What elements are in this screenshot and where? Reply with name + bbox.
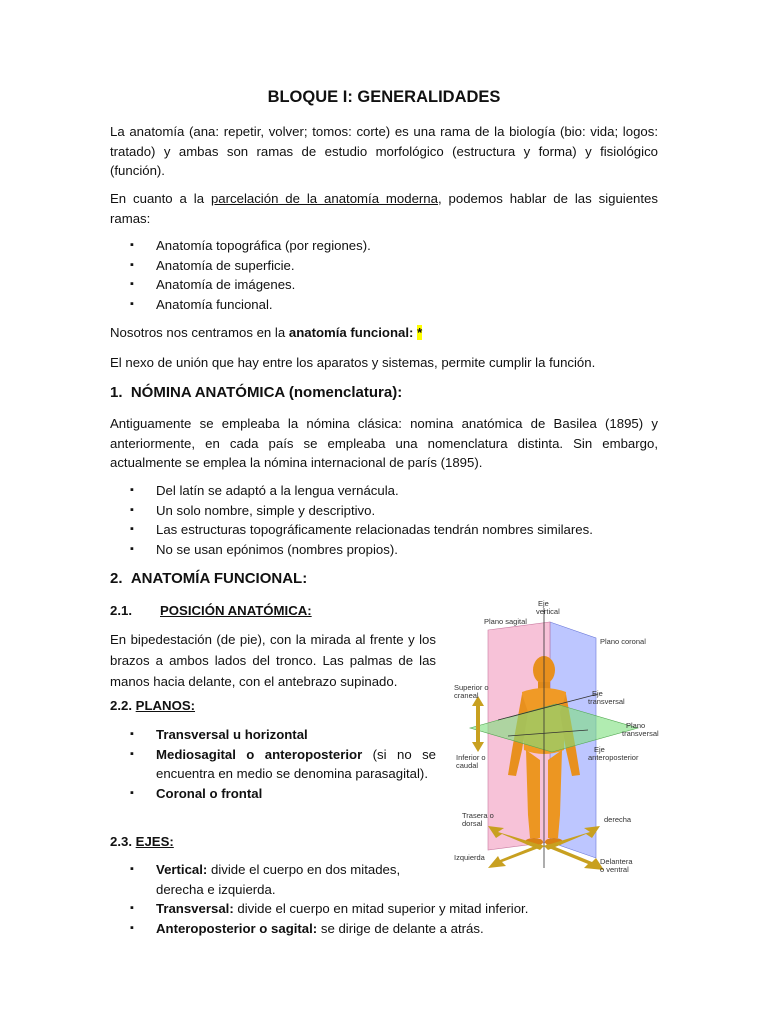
transversal-bold: Transversal: <box>156 901 234 916</box>
posicion-paragraph: En bipedestación (de pie), con la mirada al frente y los brazos a ambos lados del tronco. Las palmas de las manos hacia delante, con el antebrazo supinado. <box>110 632 436 689</box>
centramos-bold: anatomía funcional <box>288 325 410 340</box>
label-eje-transversal-2: transversal <box>588 697 625 706</box>
list-item: ▪ Transversal u horizontal <box>110 725 436 745</box>
up-down-arrow-icon <box>472 696 484 752</box>
mediosagital-bold: Mediosagital o anteroposterior <box>156 746 363 762</box>
list-item <box>110 860 436 899</box>
label-derecha: derecha <box>604 815 632 824</box>
section-2-1-heading <box>110 601 312 621</box>
label-plano-coronal: Plano coronal <box>600 637 646 646</box>
list-item: ▪ No se usan epónimos (nombres propios). <box>110 540 658 560</box>
section-2-3-heading <box>110 832 174 852</box>
section-2-3-title: EJES: <box>135 834 174 849</box>
label-inferior-2: caudal <box>456 761 479 770</box>
section-2-2-number: 2.2. <box>110 698 136 713</box>
mediosagital-rest: (si no se encuentra en medio se denomina parasagital). <box>156 746 436 781</box>
list-item: ▪ Anatomía de imágenes. <box>110 275 658 295</box>
centramos-paragraph <box>110 323 658 343</box>
list-item: ▪ Las estructuras topográficamente relacionadas tendrán nombres similares. <box>110 520 658 540</box>
section-2-2-title: PLANOS: <box>135 698 196 713</box>
parcelacion-pre: En cuanto a la <box>110 191 211 206</box>
parcelacion-post: , podemos hablar de las siguientes ramas: <box>110 191 658 226</box>
list-item <box>110 899 658 919</box>
label-eje-transversal-1: Eje <box>592 689 603 698</box>
list-item: ▪ Un solo nombre, simple y descriptivo. <box>110 501 658 521</box>
highlight-mark: * <box>417 325 423 340</box>
label-trasera-2: dorsal <box>462 819 483 828</box>
ramas-list <box>110 236 658 314</box>
list-item: ▪ Del latín se adaptó a la lengua vernácula. <box>110 481 658 501</box>
anteroposterior-bold: Anteroposterior o sagital: <box>156 920 318 936</box>
vertical-rest: divide el cuerpo en dos mitades, derecha e izquierda. <box>156 862 401 897</box>
label-eje-vertical-2: vertical <box>536 607 560 616</box>
label-eje-vertical-1: Eje <box>538 600 549 608</box>
section-1-heading: 1. NÓMINA ANATÓMICA (nomenclatura): <box>110 384 403 401</box>
list-item: ▪ Coronal o frontal <box>110 784 436 804</box>
parcelacion-underlined: parcelación de la anatomía moderna <box>210 191 438 206</box>
list-item: ▪ Anatomía de superficie. <box>110 256 658 276</box>
label-plano-transversal-1: Plano <box>626 721 646 730</box>
list-item <box>110 919 658 939</box>
nexo-paragraph: El nexo de unión que hay entre los aparatos y sistemas, permite cumplir la función. <box>110 355 596 370</box>
centramos-colon: : <box>409 325 418 340</box>
anteroposterior-rest: se dirige de delante a atrás. <box>317 920 484 936</box>
label-superior-1: Superior o <box>454 683 489 692</box>
label-izquierda: Izquierda <box>454 853 485 862</box>
label-superior-2: craneal <box>454 691 479 700</box>
label-trasera-1: Trasera o <box>462 811 494 820</box>
list-item <box>110 745 436 784</box>
section-2-3-number: 2.3. <box>110 834 136 849</box>
section-2-1-number: 2.1. <box>110 603 132 618</box>
anatomical-planes-figure <box>448 600 668 880</box>
list-item: ▪ Anatomía topográfica (por regiones). <box>110 236 658 256</box>
section-2-2-heading <box>110 696 195 716</box>
label-delantera-2: o ventral <box>600 865 629 874</box>
transversal-rest: divide el cuerpo en mitad superior y mitad inferior. <box>233 901 529 916</box>
vertical-bold: Vertical: <box>156 862 208 877</box>
section-1-paragraph: Antiguamente se empleaba la nómina clásica: nomina anatómica de Basilea (1895) y anteriormente, en cada país se empleaba una nomenclatura distinta. Sin embargo, actualmente se emplea la nómina internacional de parís (1895). <box>110 416 658 470</box>
parcelacion-paragraph <box>110 189 658 228</box>
label-plano-sagital: Plano sagital <box>484 617 527 626</box>
section-2-heading: 2. ANATOMÍA FUNCIONAL: <box>110 570 308 587</box>
section-2-1-title: POSICIÓN ANATÓMICA: <box>160 603 312 618</box>
nomina-list <box>110 481 658 559</box>
label-eje-antero-1: Eje <box>594 745 605 754</box>
label-plano-transversal-2: transversal <box>622 729 659 738</box>
label-inferior-1: Inferior o <box>456 753 486 762</box>
label-eje-antero-2: anteroposterior <box>588 753 639 762</box>
centramos-pre: Nosotros nos centramos en la <box>110 325 289 340</box>
label-delantera-1: Delantera <box>600 857 633 866</box>
intro-paragraph: La anatomía (ana: repetir, volver; tomos: corte) es una rama de la biología (bio: vida; logos: tratado) y ambas son ramas de estudio morfológico (estructura y forma) y fisiológico (función). <box>110 124 658 178</box>
list-item: ▪ Anatomía funcional. <box>110 295 658 315</box>
page-title: BLOQUE I: GENERALIDADES <box>267 88 501 106</box>
planos-list <box>110 725 436 803</box>
